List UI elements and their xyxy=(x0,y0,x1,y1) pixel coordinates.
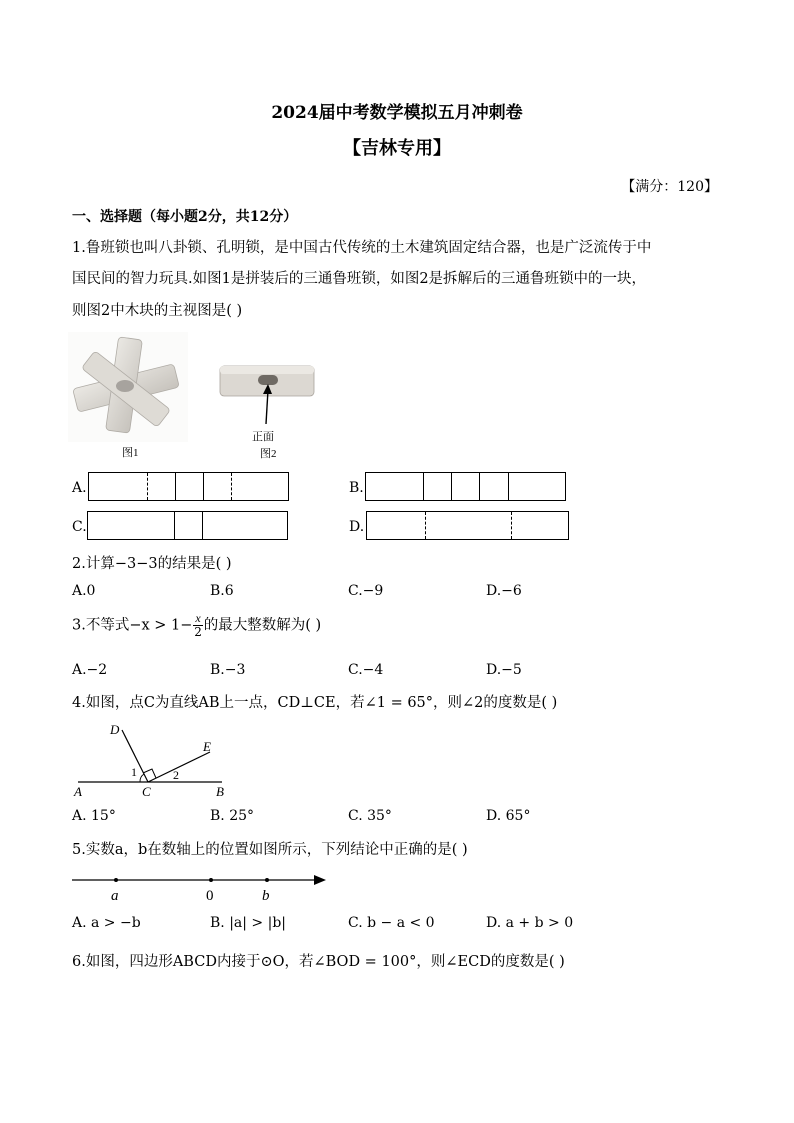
q2-option-a[interactable]: A.0 xyxy=(72,583,96,599)
q4-option-c[interactable]: C. 35° xyxy=(348,808,392,824)
q5-stem: 5.实数a，b在数轴上的位置如图所示，下列结论中正确的是( ) xyxy=(72,842,468,858)
q1-option-d-label[interactable]: D. xyxy=(349,519,365,535)
section-heading: 一、选择题（每小题2分，共12分） xyxy=(72,209,298,225)
q1-option-a-view[interactable] xyxy=(88,472,289,501)
fig2-caption: 图2 xyxy=(260,448,277,460)
point-zero xyxy=(209,878,213,882)
q4-angle-figure xyxy=(70,716,240,800)
q2-stem: 2.计算−3−3的结果是( ) xyxy=(72,556,232,572)
q5-number-line xyxy=(70,868,330,904)
point-b xyxy=(265,878,269,882)
label-zero: 0 xyxy=(206,888,214,904)
label-angle2: 2 xyxy=(173,768,179,782)
q3-option-c[interactable]: C.−4 xyxy=(348,662,384,678)
q6-stem: 6.如图，四边形ABCD内接于⊙O，若∠BOD = 100°，则∠ECD的度数是( ) xyxy=(72,954,565,970)
q1-option-b-label[interactable]: B. xyxy=(349,480,364,496)
q3-stem xyxy=(72,612,321,639)
q5-option-c[interactable]: C. b − a < 0 xyxy=(348,915,435,931)
axis-arrow-icon xyxy=(314,875,326,885)
q3-fraction xyxy=(193,612,202,639)
label-c: C xyxy=(142,784,151,799)
label-b: b xyxy=(262,888,270,904)
page-subtitle: 【吉林专用】 xyxy=(343,138,451,159)
q3-stem-part1: 3.不等式−x > 1− xyxy=(72,617,193,634)
q4-stem: 4.如图，点C为直线AB上一点，CD⊥CE，若∠1 = 65°，则∠2的度数是( ) xyxy=(72,695,558,711)
q4-option-b[interactable]: B. 25° xyxy=(210,808,255,824)
front-arrow-icon xyxy=(258,384,274,426)
q3-frac-den: 2 xyxy=(194,625,202,639)
q1-option-c-view[interactable] xyxy=(87,511,288,540)
luban-lock-figure xyxy=(68,332,188,442)
fig1-caption: 图1 xyxy=(122,447,139,459)
ray-ce xyxy=(148,752,210,782)
q1-option-a-label[interactable]: A. xyxy=(72,480,87,496)
q2-option-c[interactable]: C.−9 xyxy=(348,583,384,599)
q1-option-b-view[interactable] xyxy=(365,472,566,501)
page-title: 2024届中考数学模拟五月冲刺卷 xyxy=(271,103,523,123)
q1-line3: 则图2中木块的主视图是( ) xyxy=(72,303,243,319)
label-a: a xyxy=(111,888,119,904)
q2-option-b[interactable]: B.6 xyxy=(210,583,234,599)
q1-option-c-label[interactable]: C. xyxy=(72,519,87,535)
q5-option-a[interactable]: A. a > −b xyxy=(72,915,141,931)
q1-line1: 1.鲁班锁也叫八卦锁、孔明锁，是中国古代传统的土木建筑固定结合器，也是广泛流传于中 xyxy=(72,240,652,256)
label-b: B xyxy=(216,784,224,799)
q3-stem-part2: 的最大整数解为( ) xyxy=(203,617,322,634)
q4-option-d[interactable]: D. 65° xyxy=(486,808,531,824)
q4-option-a[interactable]: A. 15° xyxy=(72,808,116,824)
q1-line2: 国民间的智力玩具.如图1是拼装后的三通鲁班锁，如图2是拆解后的三通鲁班锁中的一块， xyxy=(72,271,647,287)
q3-option-d[interactable]: D.−5 xyxy=(486,662,522,678)
q2-option-d[interactable]: D.−6 xyxy=(486,583,522,599)
q5-option-d[interactable]: D. a + b > 0 xyxy=(486,915,574,931)
q3-option-a[interactable]: A.−2 xyxy=(72,662,108,678)
label-e: E xyxy=(203,739,211,754)
luban-lock-image xyxy=(68,332,188,442)
q5-option-b[interactable]: B. |a| > |b| xyxy=(210,915,286,931)
q3-option-b[interactable]: B.−3 xyxy=(210,662,246,678)
label-a: A xyxy=(74,784,82,799)
angle1-arc xyxy=(140,774,144,782)
full-score: 【满分：120】 xyxy=(621,179,718,195)
front-label: 正面 xyxy=(252,431,274,443)
point-a xyxy=(114,878,118,882)
q3-frac-num: x xyxy=(195,611,201,625)
q1-option-d-view[interactable] xyxy=(366,511,569,540)
label-angle1: 1 xyxy=(131,765,137,779)
label-d: D xyxy=(110,722,120,737)
